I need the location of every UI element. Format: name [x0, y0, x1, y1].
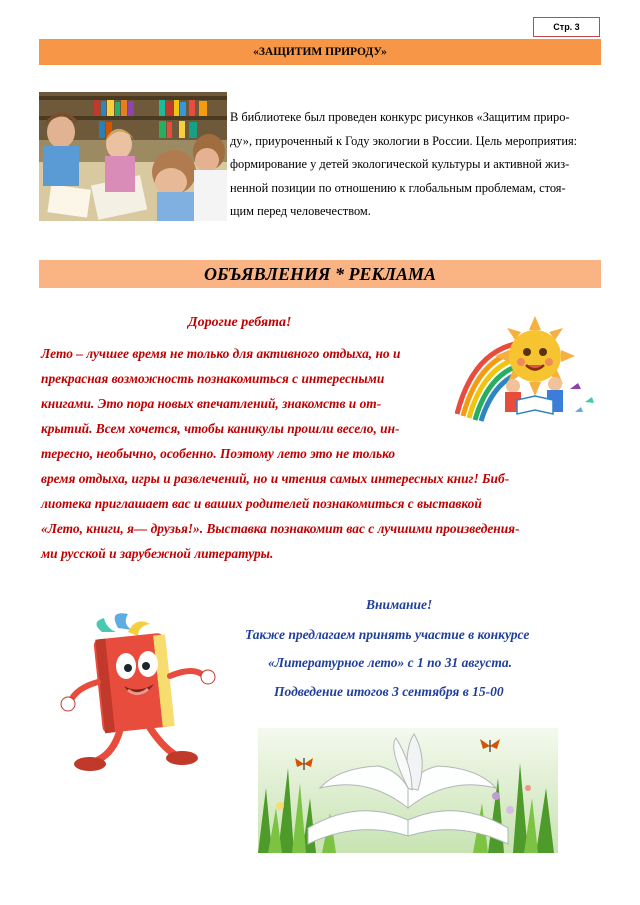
- paragraph-line: В библиотеке был проведен конкурс рисунков «Защитим приро-: [230, 110, 570, 124]
- greeting: Дорогие ребята!: [188, 315, 292, 330]
- announcement-line: крытий. Всем хочется, чтобы каникулы прошли весело, ин-: [41, 421, 400, 436]
- sun-rainbow-illustration: [455, 314, 600, 422]
- section-title: ОБЪЯВЛЕНИЯ * РЕКЛАМА: [203, 264, 437, 284]
- announcement-line: прекрасная возможность познакомиться с интересными: [41, 371, 385, 386]
- section-title: «ЗАЩИТИМ ПРИРОДУ»: [253, 46, 387, 58]
- contest-dates-line: «Литературное лето» с 1 по 31 августа.: [268, 655, 512, 670]
- announcement-line: Лето – лучшее время не только для активного отдыха, но и: [41, 346, 401, 361]
- announcement-line: ми русской и зарубежной литературы.: [41, 546, 274, 561]
- page-number: Стр. 3: [533, 17, 600, 37]
- announcement-line: время отдыха, игры и развлечений, но и чтения самых интересных книг! Биб-: [41, 471, 510, 486]
- section-header-protect-nature: [39, 39, 601, 65]
- children-drawing-photo: [39, 92, 227, 221]
- book-mascot-illustration: [58, 610, 222, 778]
- paragraph-line: ненной позиции по отношению к глобальным проблемам, стоя-: [230, 180, 566, 195]
- results-date-line: Подведение итогов 3 сентября в 15-00: [274, 684, 504, 699]
- paragraph-line: формирование у детей экологической культуры и активной жиз-: [230, 157, 570, 171]
- announcement-line: книгами. Это пора новых впечатлений, знакомств и от-: [41, 396, 382, 411]
- paragraph-line: ду», приуроченный к Году экологии в России. Цель мероприятия:: [230, 133, 578, 148]
- attention-label: Внимание!: [366, 597, 433, 612]
- paragraph-line: щим перед человечеством.: [230, 204, 371, 218]
- section-header-ads: [39, 260, 601, 288]
- contest-invite-line: Также предлагаем принять участие в конкурсе: [245, 627, 530, 642]
- announcement-line: «Лето, книги, я— друзья!». Выставка познакомит вас с лучшими произведения-: [41, 521, 520, 536]
- announcement-line: тересно, необычно, особенно. Поэтому лето это не только: [41, 446, 396, 461]
- protect-nature-paragraph: [230, 106, 602, 224]
- open-book-nature-illustration: [258, 728, 558, 853]
- announcement-line: лиотека приглашает вас и ваших родителей познакомиться с выставкой: [41, 496, 482, 511]
